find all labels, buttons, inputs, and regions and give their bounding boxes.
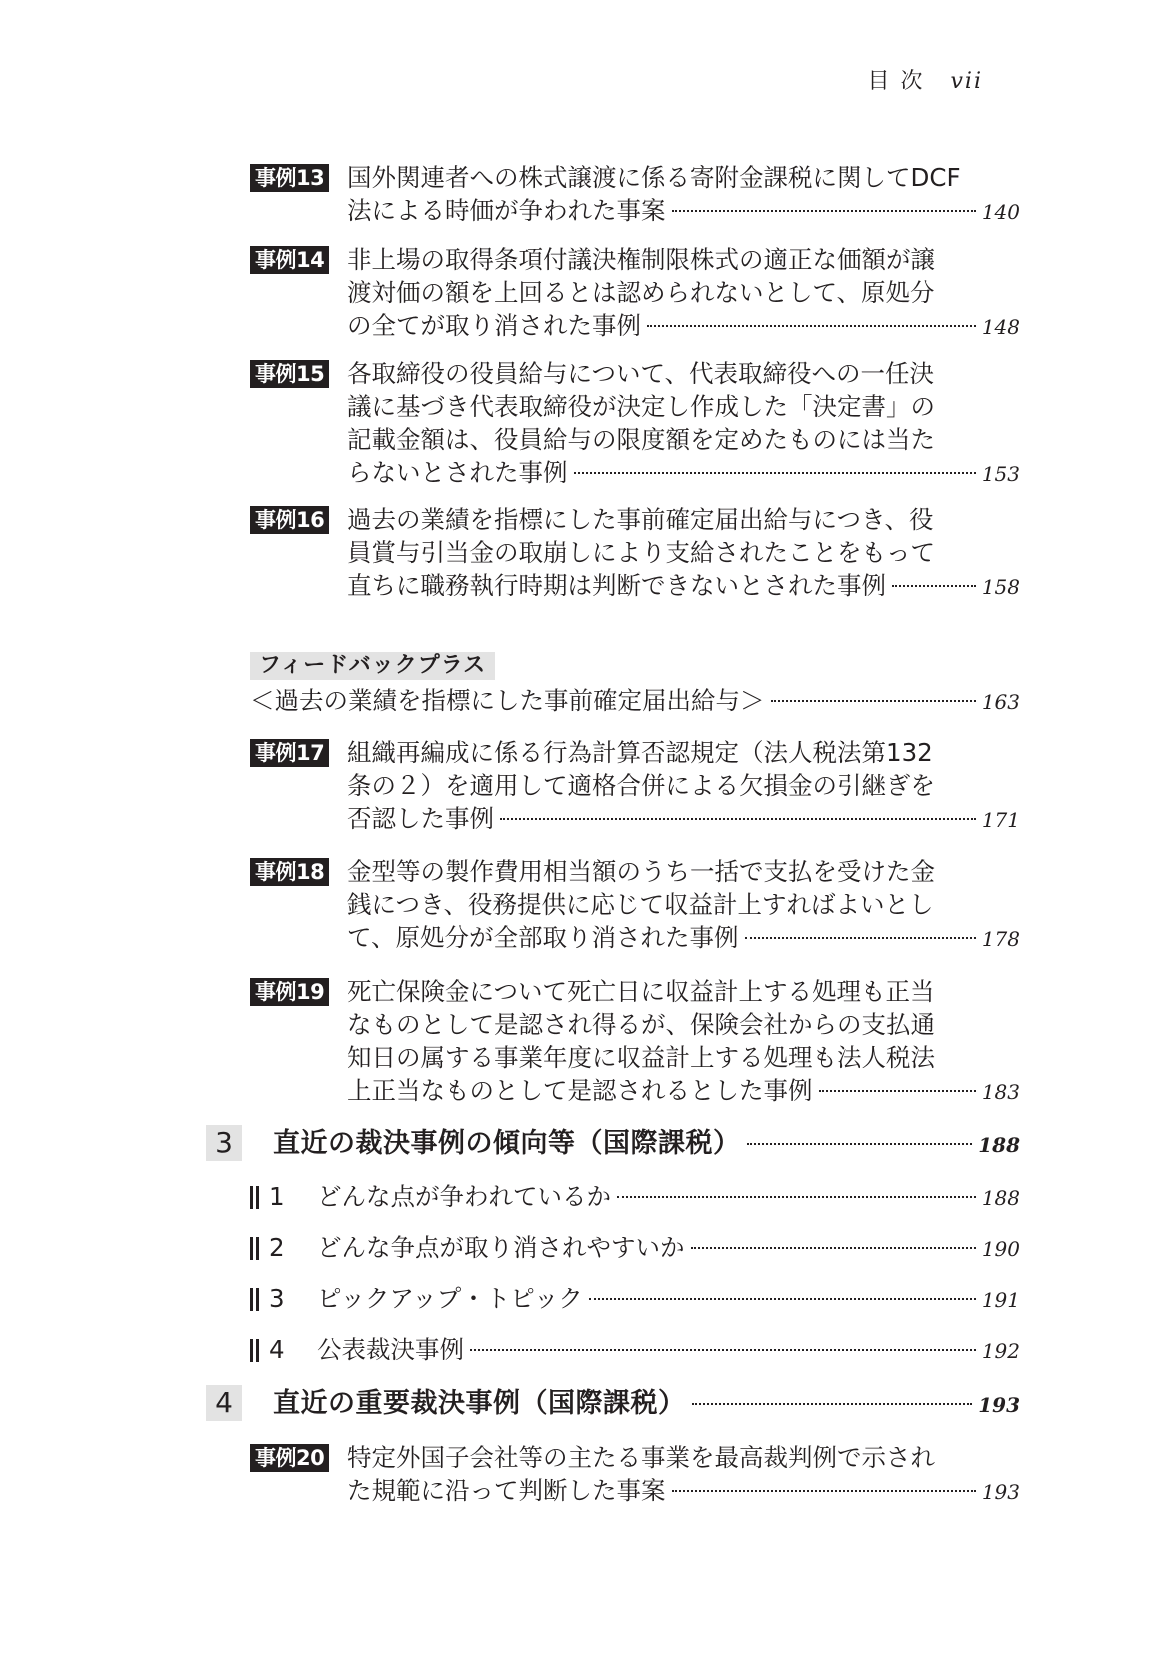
page-number: 192 — [981, 1339, 1020, 1363]
toc-line: 条の２）を適用して適格合併による欠損金の引継ぎを — [347, 771, 935, 800]
running-head-page: vii — [950, 69, 983, 94]
toc-line: 非上場の取得条項付議決権制限株式の適正な価額が譲 — [347, 245, 935, 274]
page-number: 188 — [978, 1133, 1020, 1157]
leader-dots — [672, 1490, 976, 1492]
subsection-number: 1 — [269, 1182, 285, 1211]
leader-dots — [745, 937, 976, 939]
feedback-label: フィードバックプラス — [250, 652, 495, 680]
toc-line: 上正当なものとして是認されるとした事例 183 — [347, 1074, 1020, 1107]
leader-dots — [470, 1349, 976, 1351]
page-number: 171 — [981, 808, 1020, 832]
toc-line: 各取締役の役員給与について、代表取締役への一任決 — [347, 359, 935, 388]
page-number: 158 — [981, 575, 1020, 599]
leader-dots — [892, 585, 976, 587]
subsection-number: 4 — [269, 1335, 285, 1364]
leader-dots — [747, 1143, 973, 1145]
case-badge: 事例18 — [250, 858, 329, 886]
leader-dots — [647, 325, 976, 327]
case-badge: 事例19 — [250, 978, 329, 1006]
page-number: 190 — [981, 1237, 1020, 1261]
case-badge: 事例20 — [250, 1444, 329, 1472]
leader-dots — [500, 818, 976, 820]
leader-dots — [589, 1298, 976, 1300]
toc-line: 知日の属する事業年度に収益計上する処理も法人税法 — [347, 1043, 935, 1072]
leader-dots — [692, 1403, 973, 1405]
case-badge: 事例13 — [250, 164, 329, 192]
toc-line: ＜過去の業績を指標にした事前確定届出給与＞ 163 — [250, 684, 1020, 717]
toc-line: 渡対価の額を上回るとは認められないとして、原処分 — [347, 278, 935, 307]
toc-line: どんな点が争われているか 188 — [317, 1180, 1020, 1213]
case-badge: 事例16 — [250, 506, 329, 534]
toc-line: ピックアップ・トピック 191 — [317, 1282, 1020, 1315]
case-badge: 事例15 — [250, 360, 329, 388]
toc-line: 公表裁決事例 192 — [317, 1333, 1020, 1366]
toc-line: 特定外国子会社等の主たる事業を最高裁判例で示され — [347, 1443, 935, 1472]
toc-line: らないとされた事例 153 — [347, 456, 1020, 489]
toc-line: なものとして是認され得るが、保険会社からの支払通 — [347, 1010, 935, 1039]
leader-dots — [819, 1090, 976, 1092]
toc-line: 直ちに職務執行時期は判断できないとされた事例 158 — [347, 569, 1020, 602]
toc-line: 法による時価が争われた事案 140 — [347, 194, 1020, 227]
toc-line: 金型等の製作費用相当額のうち一括で支払を受けた金 — [347, 857, 935, 886]
section-title-line: 直近の重要裁決事例（国際課税） 193 — [273, 1387, 1020, 1420]
toc-line: どんな争点が取り消されやすいか 190 — [317, 1231, 1020, 1264]
page-number: 193 — [978, 1393, 1020, 1417]
page-number: 178 — [981, 927, 1020, 951]
toc-line: 員賞与引当金の取崩しにより支給されたことをもって — [347, 538, 935, 567]
subsection-bar-icon — [250, 1339, 259, 1362]
running-head — [867, 64, 983, 95]
subsection-bar-icon — [250, 1186, 259, 1209]
page-number: 148 — [981, 315, 1020, 339]
toc-line: 死亡保険金について死亡日に収益計上する処理も正当 — [347, 977, 935, 1006]
case-badge: 事例14 — [250, 246, 329, 274]
section-number: 4 — [206, 1385, 242, 1421]
toc-line: 組織再編成に係る行為計算否認規定（法人税法第132 — [347, 738, 933, 767]
subsection-bar-icon — [250, 1288, 259, 1311]
toc-line: 国外関連者への株式譲渡に係る寄附金課税に関してDCF — [347, 163, 961, 192]
toc-line: た規範に沿って判断した事案 193 — [347, 1474, 1020, 1507]
toc-line: 否認した事例 171 — [347, 802, 1020, 835]
toc-line: 記載金額は、役員給与の限度額を定めたものには当た — [347, 425, 935, 454]
toc-line: の全てが取り消された事例 148 — [347, 309, 1020, 342]
page-number: 191 — [981, 1288, 1020, 1312]
toc-line: 議に基づき代表取締役が決定し作成した「決定書」の — [347, 392, 935, 421]
section-number: 3 — [206, 1125, 242, 1161]
section-title-line: 直近の裁決事例の傾向等（国際課税） 188 — [273, 1127, 1020, 1160]
toc-line: 過去の業績を指標にした事前確定届出給与につき、役 — [347, 505, 934, 534]
page-number: 183 — [981, 1080, 1020, 1104]
toc-line: 銭につき、役務提供に応じて収益計上すればよいとし — [347, 890, 934, 919]
page-number: 140 — [981, 200, 1020, 224]
leader-dots — [574, 472, 976, 474]
toc-line: て、原処分が全部取り消された事例 178 — [347, 921, 1020, 954]
page-number: 188 — [981, 1186, 1020, 1210]
subsection-number: 3 — [269, 1284, 285, 1313]
page-number: 193 — [981, 1480, 1020, 1504]
leader-dots — [771, 700, 976, 702]
page-number: 163 — [981, 690, 1020, 714]
running-head-title: 目 次 — [867, 69, 925, 94]
feedback-plus[interactable] — [250, 652, 1020, 717]
leader-dots — [691, 1247, 976, 1249]
subsection-bar-icon — [250, 1237, 259, 1260]
page-number: 153 — [981, 462, 1020, 486]
leader-dots — [617, 1196, 976, 1198]
leader-dots — [672, 210, 976, 212]
case-badge: 事例17 — [250, 739, 329, 767]
subsection-number: 2 — [269, 1233, 285, 1262]
